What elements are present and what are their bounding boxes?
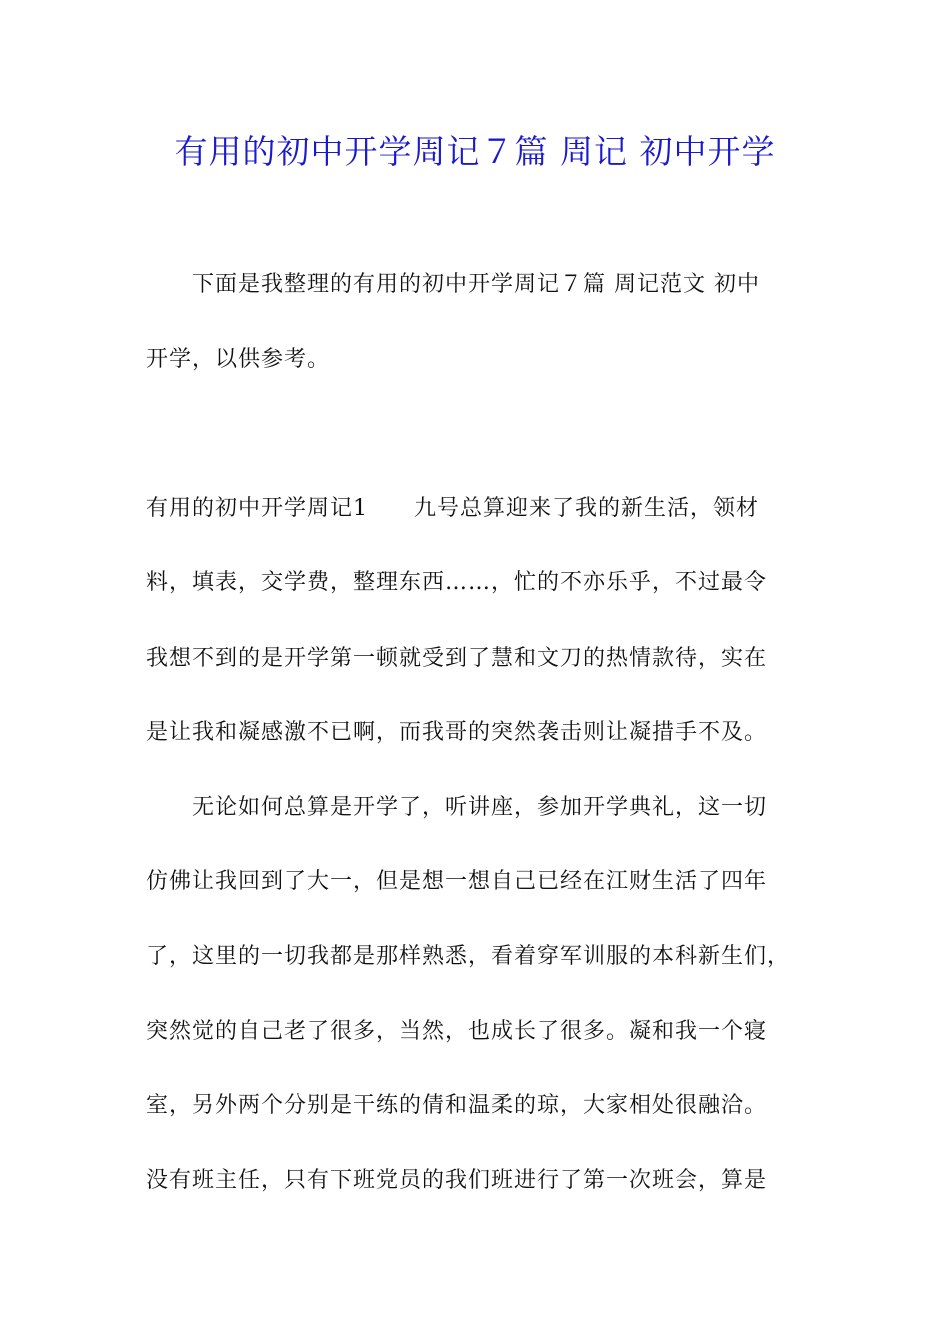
body-line-9: 室，另外两个分别是干练的倩和温柔的琼，大家相处很融洽。 [146, 1093, 768, 1118]
body-line-5: 无论如何总算是开学了，听讲座，参加开学典礼，这一切 [192, 795, 768, 820]
intro-line-1: 下面是我整理的有用的初中开学周记７篇 周记范文 初中 [192, 272, 760, 297]
document-title: 有用的初中开学周记７篇 周记 初中开学 [174, 132, 776, 171]
body-line-3: 我想不到的是开学第一顿就受到了慧和文刀的热情款待，实在 [146, 646, 768, 671]
body-line-7: 了，这里的一切我都是那样熟悉，看着穿军训服的本科新生们， [146, 944, 791, 969]
body-line-6: 仿佛让我回到了大一，但是想一想自己已经在江财生活了四年 [146, 869, 768, 894]
body-line-8: 突然觉的自己老了很多，当然，也成长了很多。凝和我一个寝 [146, 1019, 768, 1044]
body-line-1: 有用的初中开学周记1 九号总算迎来了我的新生活，领材 [146, 496, 759, 521]
body-line-4: 是让我和凝感激不已啊，而我哥的突然袭击则让凝措手不及。 [146, 720, 768, 745]
intro-line-2: 开学，以供参考。 [146, 347, 331, 372]
body-line-2: 料，填表，交学费，整理东西……，忙的不亦乐乎，不过最令 [146, 570, 768, 595]
body-line-10: 没有班主任，只有下班党员的我们班进行了第一次班会，算是 [146, 1168, 768, 1193]
